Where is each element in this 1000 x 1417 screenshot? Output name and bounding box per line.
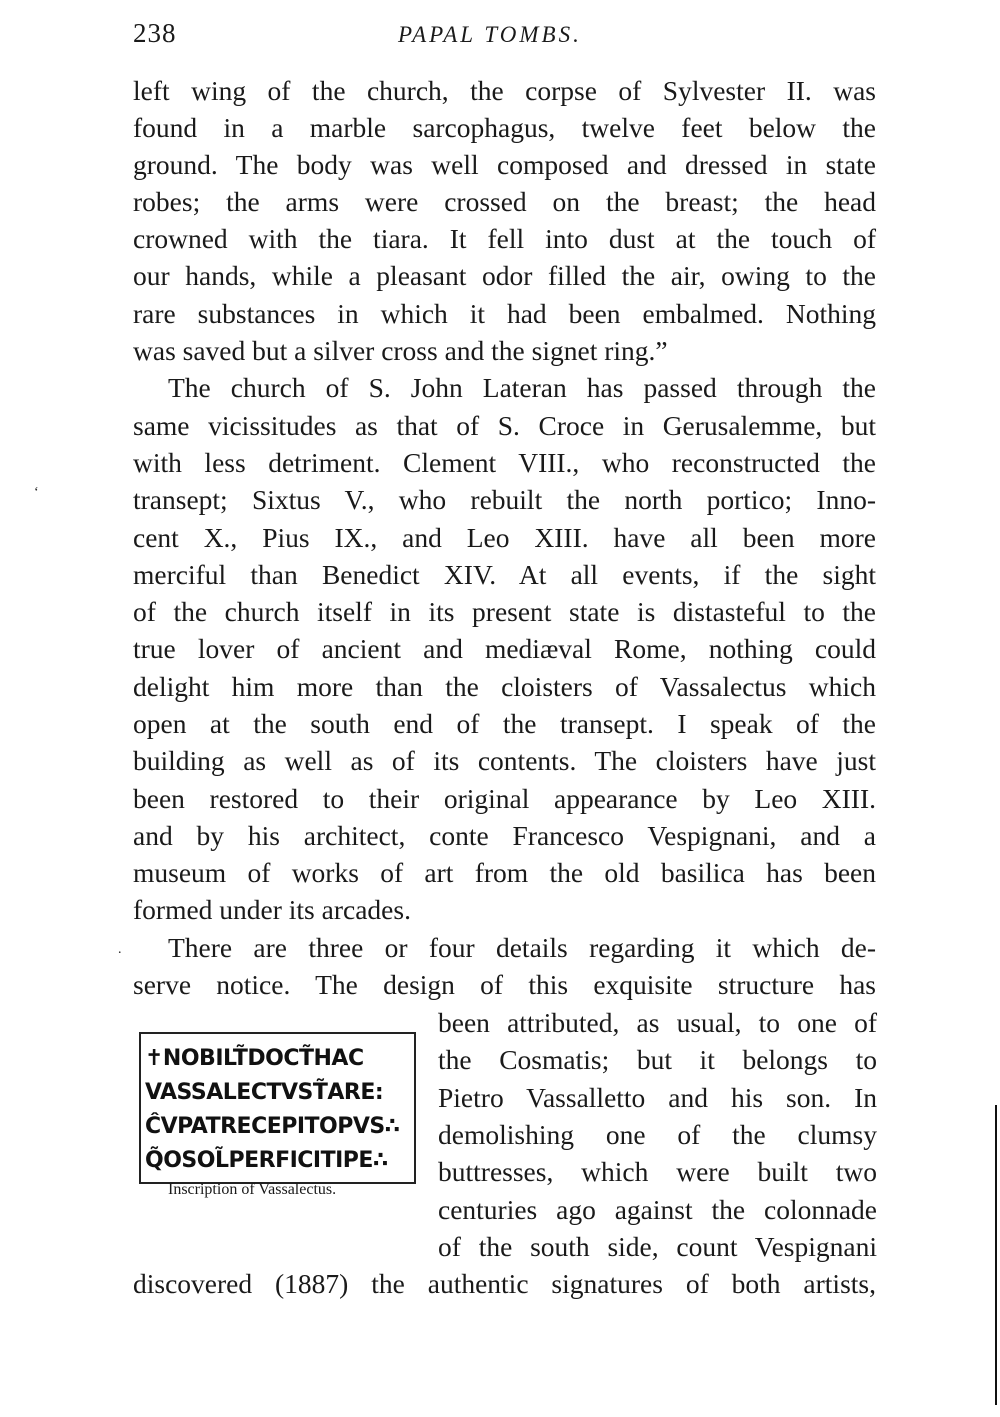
- text-line: been restored to their original appearance by Leo XIII.: [133, 783, 876, 814]
- text-line: demolishing one of the clumsy: [438, 1119, 877, 1150]
- page-edge-rule: [995, 1105, 997, 1405]
- inscription-line: VASSALECTVST̃ARE:: [145, 1080, 384, 1105]
- running-head: PAPAL TOMBS.: [398, 22, 582, 47]
- text-line: and by his architect, conte Francesco Vespignani, and a: [133, 820, 876, 851]
- text-line: with less detriment. Clement VIII., who reconstructed the: [133, 447, 876, 478]
- inscription-line: ĈVPATRECEPITOPVS∴: [145, 1114, 400, 1139]
- text-line: Pietro Vassalletto and his son. In: [438, 1082, 877, 1113]
- inscription-line: Q̃OSOL̃PERFICITIPE∴: [145, 1148, 388, 1173]
- text-line: same vicissitudes as that of S. Croce in Gerusalemme, but: [133, 410, 876, 441]
- text-line: open at the south end of the transept. I speak of the: [133, 708, 876, 739]
- text-line: found in a marble sarcophagus, twelve feet below the: [133, 112, 876, 143]
- text-line: was saved but a silver cross and the signet ring.”: [133, 335, 668, 366]
- text-line: rare substances in which it had been embalmed. Nothing: [133, 298, 876, 329]
- inscription-line: ✝NOBILT̃DOCT̃HAC: [145, 1046, 364, 1071]
- margin-mark-2: .: [118, 942, 122, 957]
- page-number: 238: [133, 18, 177, 48]
- text-line: museum of works of art from the old basilica has been: [133, 857, 876, 888]
- text-line: serve notice. The design of this exquisite structure has: [133, 969, 876, 1000]
- text-line: our hands, while a pleasant odor filled the air, owing to the: [133, 260, 876, 291]
- text-line: There are three or four details regarding it which de-: [168, 932, 876, 963]
- text-line: of the south side, count Vespignani: [438, 1231, 877, 1262]
- margin-mark: ‘: [34, 485, 39, 500]
- text-line: discovered (1887) the authentic signatures of both artists,: [133, 1268, 876, 1299]
- text-line: delight him more than the cloisters of Vassalectus which: [133, 671, 876, 702]
- text-line: The church of S. John Lateran has passed through the: [168, 372, 876, 403]
- text-line: ground. The body was well composed and dressed in state: [133, 149, 876, 180]
- text-line: cent X., Pius IX., and Leo XIII. have all been more: [133, 522, 876, 553]
- text-line: centuries ago against the colonnade: [438, 1194, 877, 1225]
- text-line: of the church itself in its present state is distasteful to the: [133, 596, 876, 627]
- text-line: building as well as of its contents. The cloisters have just: [133, 745, 876, 776]
- text-line: the Cosmatis; but it belongs to: [438, 1044, 877, 1075]
- text-line: transept; Sixtus V., who rebuilt the north portico; Inno-: [133, 484, 876, 515]
- figure-caption: Inscription of Vassalectus.: [168, 1181, 337, 1198]
- text-line: buttresses, which were built two: [438, 1156, 877, 1187]
- text-line: formed under its arcades.: [133, 894, 411, 925]
- text-line: merciful than Benedict XIV. At all events, if the sight: [133, 559, 876, 590]
- inscription-figure: [139, 1032, 416, 1184]
- text-line: crowned with the tiara. It fell into dust at the touch of: [133, 223, 876, 254]
- text-line: robes; the arms were crossed on the breast; the head: [133, 186, 876, 217]
- text-line: left wing of the church, the corpse of Sylvester II. was: [133, 75, 876, 106]
- text-line: been attributed, as usual, to one of: [438, 1007, 877, 1038]
- text-line: true lover of ancient and mediæval Rome, nothing could: [133, 633, 876, 664]
